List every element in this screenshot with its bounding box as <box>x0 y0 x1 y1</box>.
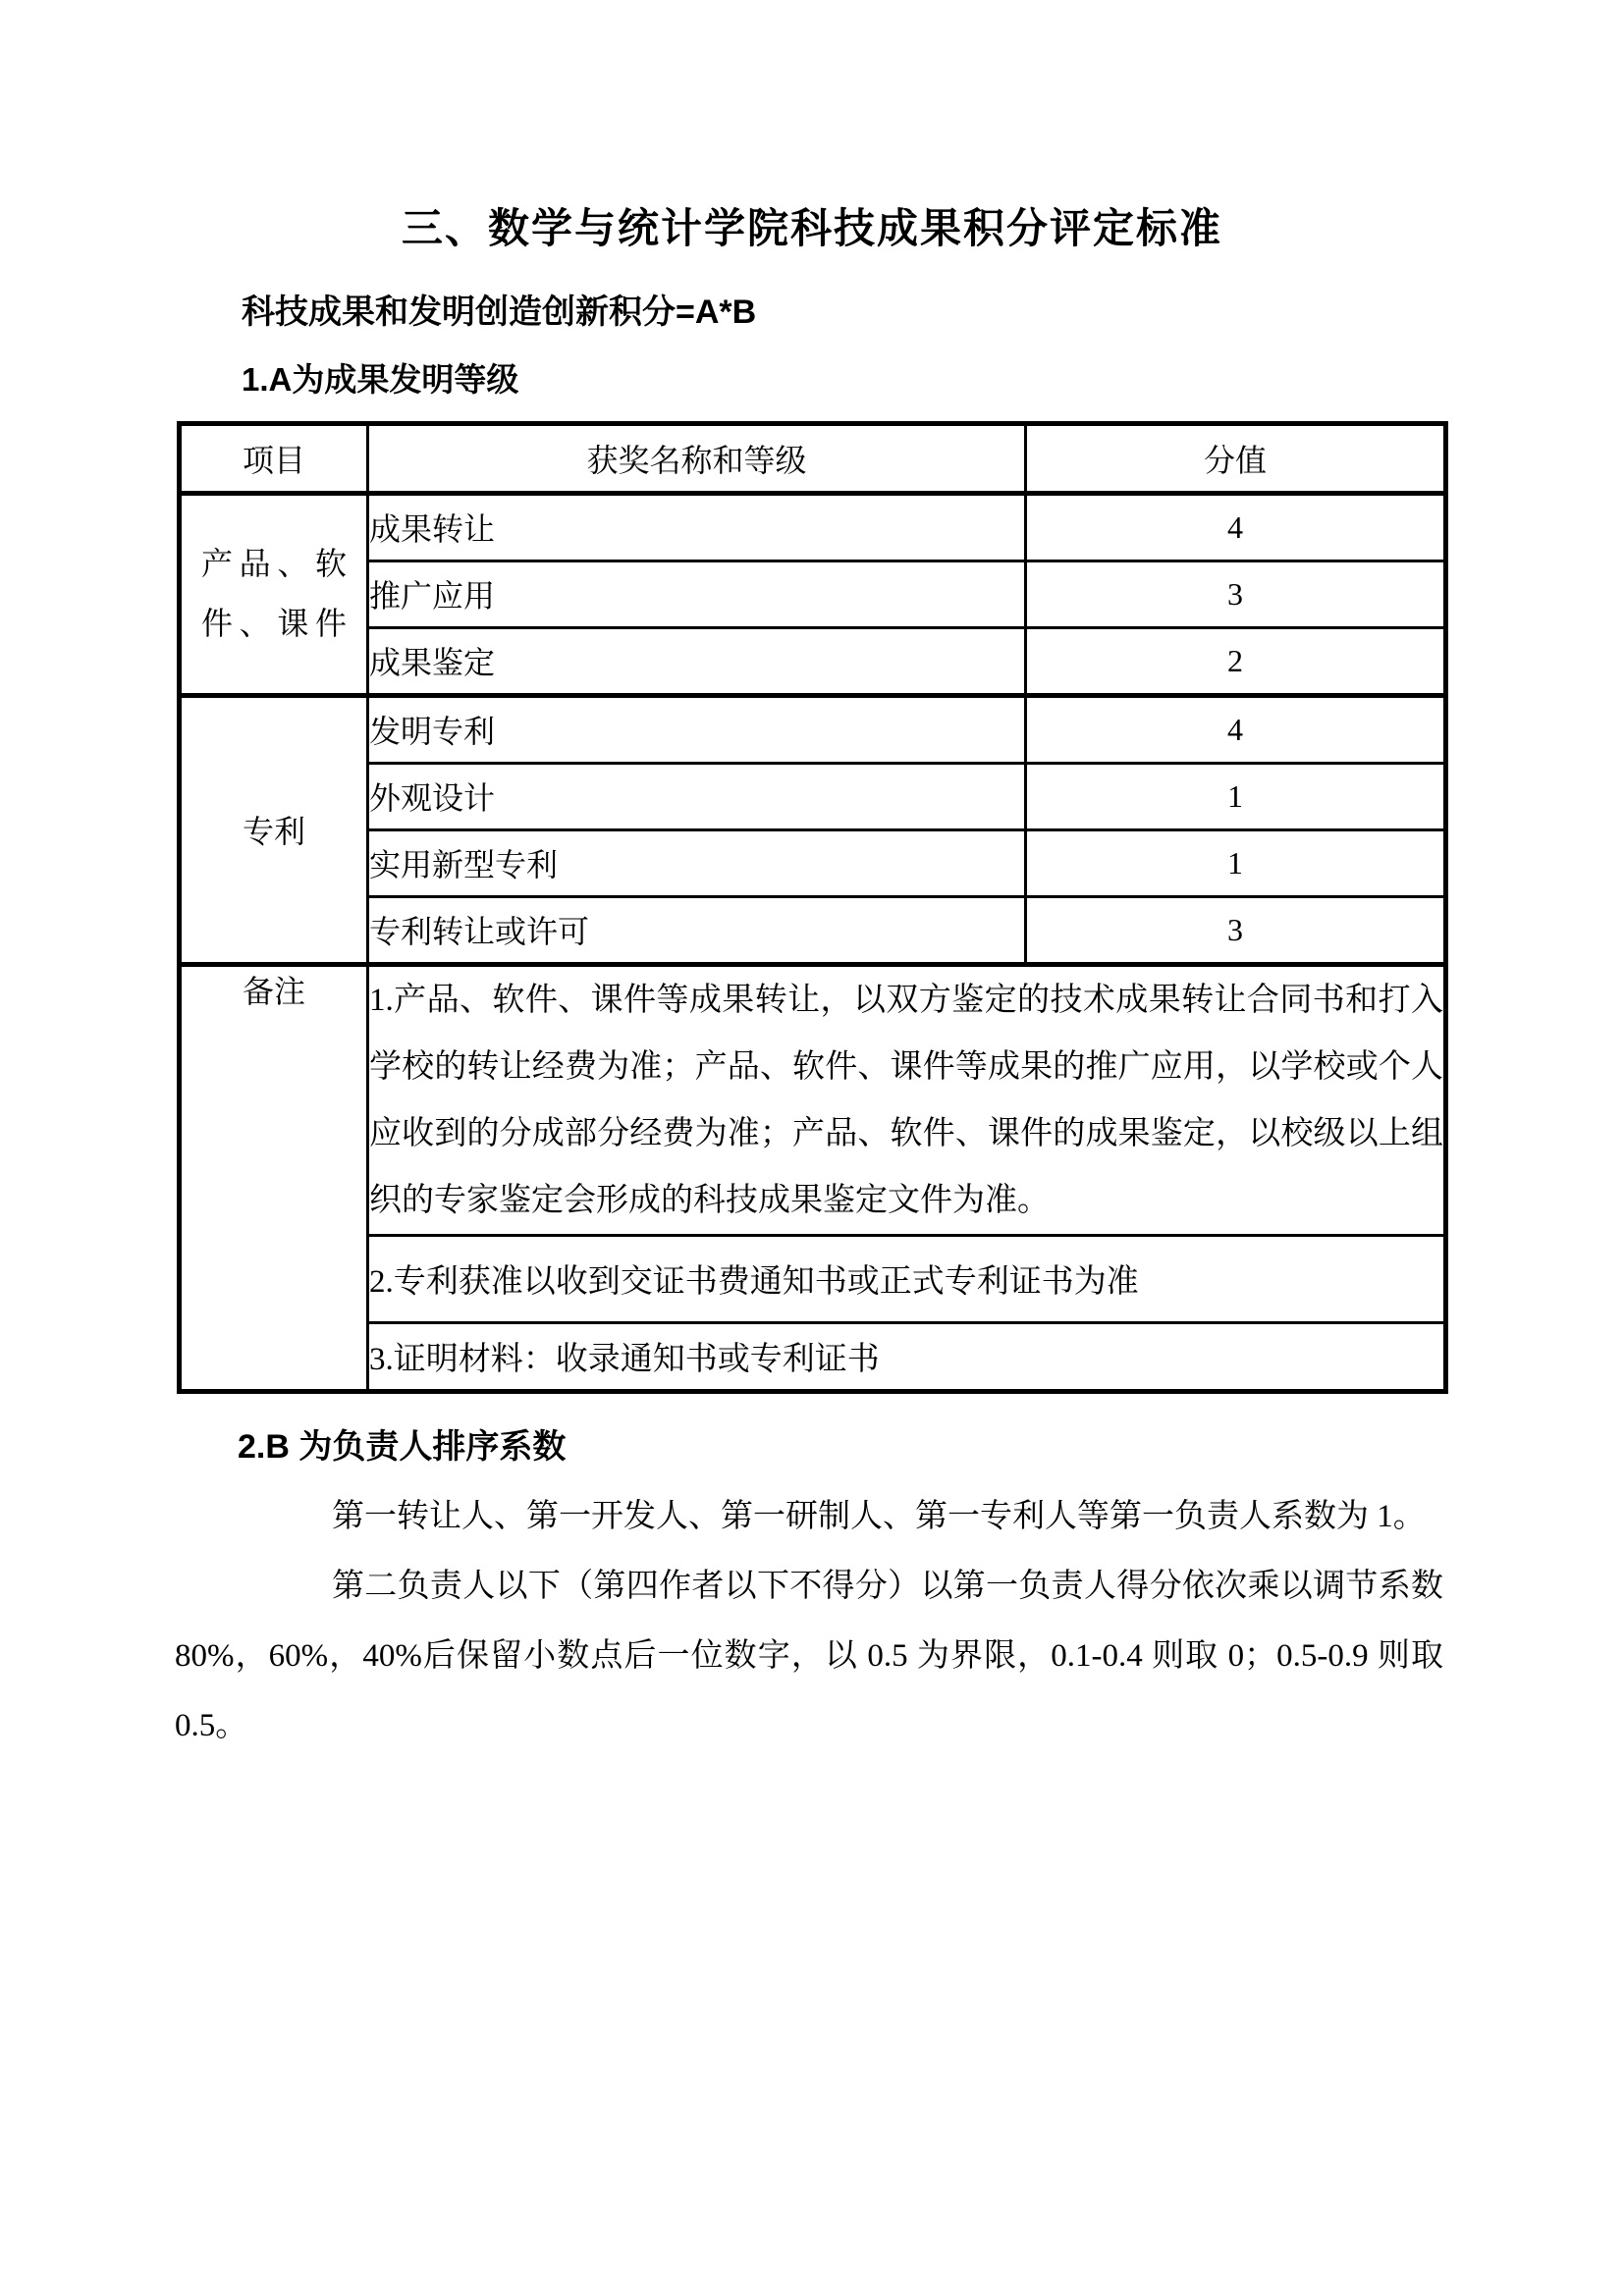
table-cell-award-name: 实用新型专利 <box>368 829 1026 896</box>
remark-row <box>180 1235 1446 1322</box>
section-1-heading: 1.A为成果发明等级 <box>242 360 519 398</box>
table-cell-award-name: 推广应用 <box>368 561 1026 627</box>
table-cell-award-name: 成果鉴定 <box>368 627 1026 695</box>
group-label: 专利 <box>242 814 305 850</box>
table-cell-score: 1 <box>1026 763 1446 829</box>
remark-row <box>180 1322 1446 1391</box>
table-cell-score: 3 <box>1026 561 1446 627</box>
table-cell-award-name: 成果转让 <box>368 493 1026 561</box>
table-row <box>180 561 1446 627</box>
table-cell-score: 1 <box>1026 829 1446 896</box>
table-cell-award-name: 发明专利 <box>368 695 1026 763</box>
body-paragraph: 第一转让人、第一开发人、第一研制人、第一专利人等第一负责人系数为 1。 <box>332 1499 1426 1535</box>
table-header-row <box>180 423 1446 493</box>
table-row <box>180 695 1446 763</box>
table-row <box>180 493 1446 561</box>
page-title: 三、数学与统计学院科技成果积分评定标准 <box>401 205 1222 251</box>
table-row <box>180 829 1446 896</box>
section-2-heading: 2.B 为负责人排序系数 <box>238 1427 567 1466</box>
table-row <box>180 763 1446 829</box>
group-label: 产品、软件、课件 <box>201 546 347 642</box>
table-cell-score: 3 <box>1026 896 1446 964</box>
score-table <box>177 421 1448 1394</box>
table-row <box>180 627 1446 695</box>
table-cell-award-name: 外观设计 <box>368 763 1026 829</box>
remark-text-cell: 3.证明材料：收录通知书或专利证书 <box>368 1322 1446 1391</box>
table-cell-score: 4 <box>1026 493 1446 561</box>
remark-text-cell: 2.专利获准以收到交证书费通知书或正式专利证书为准 <box>368 1235 1446 1322</box>
body-paragraph: 第二负责人以下（第四作者以下不得分）以第一负责人得分依次乘以调节系数 80%，60%，40%后保留小数点后一位数字，以 0.5 为界限，0.1-0.4 则取 0；0.5-0.9 则取 0.5。 <box>175 1569 1443 1744</box>
table-cell-score: 2 <box>1026 627 1446 695</box>
column-header-award-name: 获奖名称和等级 <box>368 423 1026 493</box>
group-cell-patent <box>180 695 368 964</box>
remark-label-cell: 备注 <box>180 964 368 1391</box>
column-header-item: 项目 <box>180 423 368 493</box>
table-row <box>180 896 1446 964</box>
formula-line: 科技成果和发明创造创新积分=A*B <box>242 294 757 332</box>
group-cell-products <box>180 493 368 695</box>
remark-text-cell: 1.产品、软件、课件等成果转让，以双方鉴定的技术成果转让合同书和打入学校的转让经费为准；产品、软件、课件等成果的推广应用，以学校或个人应收到的分成部分经费为准；产品、软件、课件的成果鉴定，以校级以上组织的专家鉴定会形成的科技成果鉴定文件为准。 <box>368 964 1446 1235</box>
table-cell-award-name: 专利转让或许可 <box>368 896 1026 964</box>
table-cell-score: 4 <box>1026 695 1446 763</box>
column-header-score: 分值 <box>1026 423 1446 493</box>
remark-row <box>180 964 1446 1235</box>
